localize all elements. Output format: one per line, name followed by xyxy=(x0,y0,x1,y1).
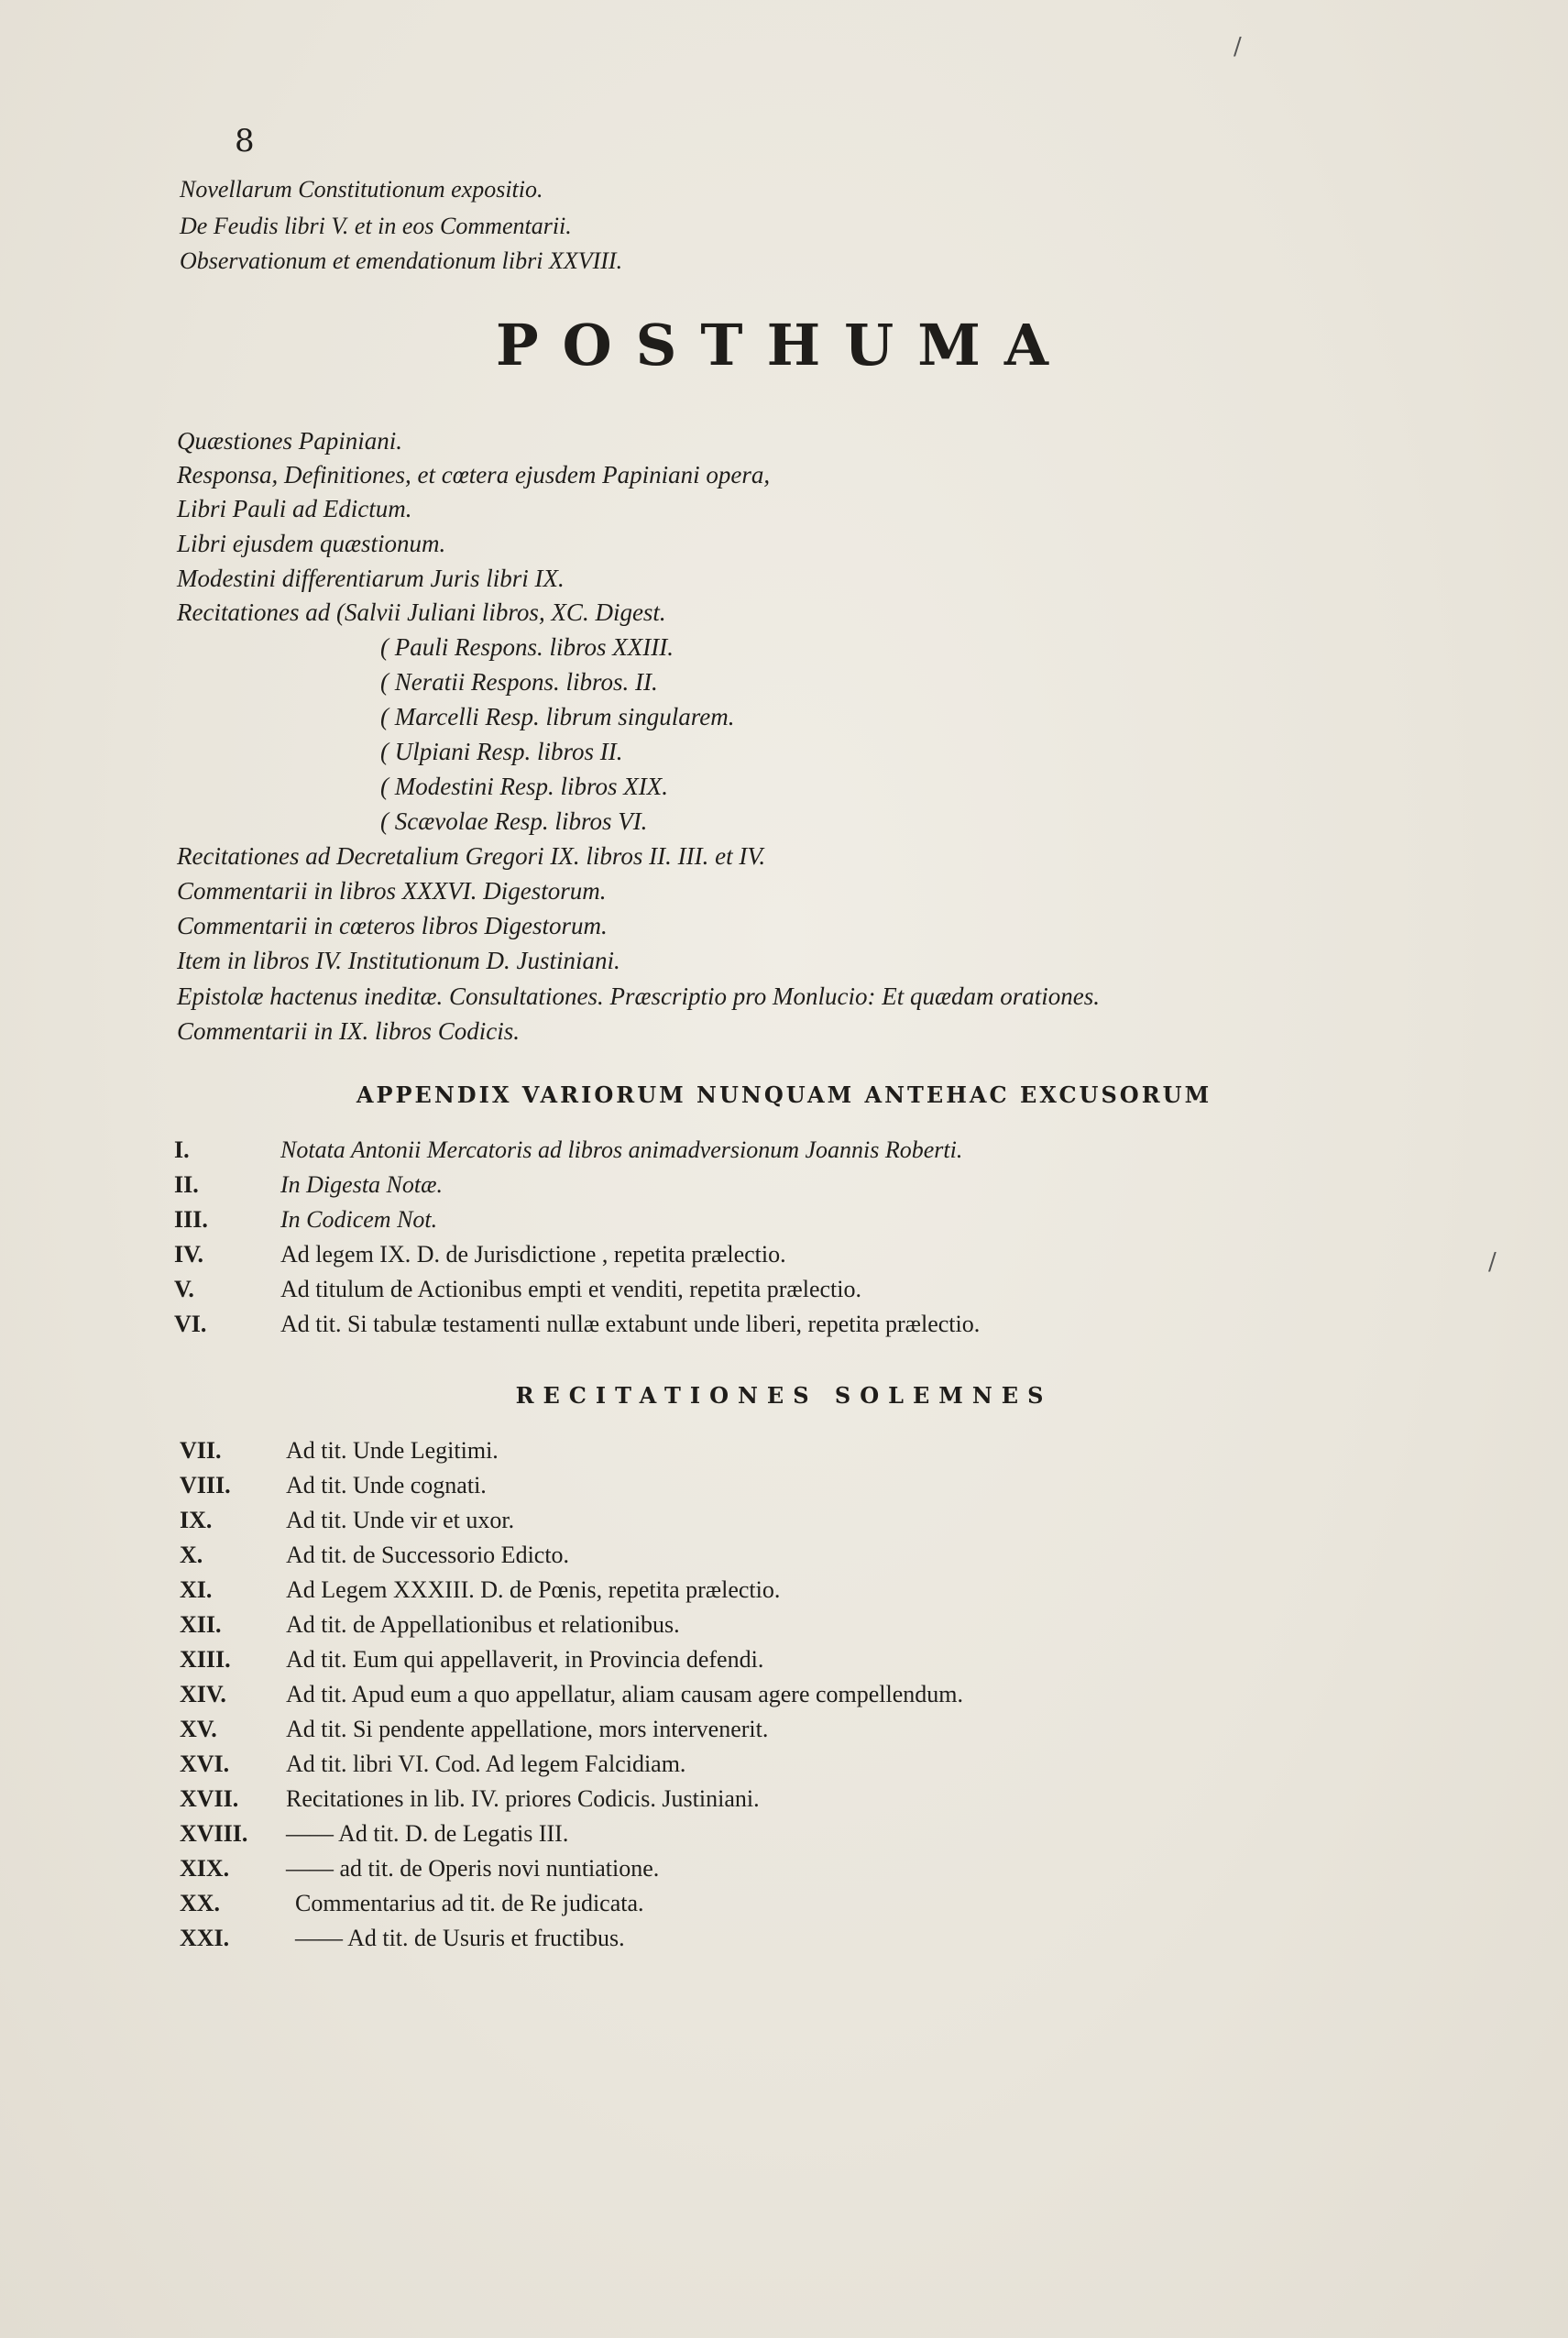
section-title: POSTHUMA xyxy=(496,312,1072,379)
item-text: Ad tit. Unde Legitimi. xyxy=(286,1437,499,1464)
item-text: Ad tit. Eum qui appellaverit, in Provincia defendi. xyxy=(286,1646,764,1673)
pencil-mark: / xyxy=(1488,1248,1497,1276)
list-item: ( Marcelli Resp. librum singularem. xyxy=(380,703,735,730)
list-item: Modestini differentiarum Juris libri IX. xyxy=(177,565,565,592)
item-text: Ad tit. libri VI. Cod. Ad legem Falcidiam. xyxy=(286,1751,686,1777)
item-text: In Codicem Not. xyxy=(280,1206,438,1233)
item-text: Ad tit. Si tabulæ testamenti nullæ extabunt unde liberi, repetita prælectio. xyxy=(280,1311,981,1337)
pencil-mark: / xyxy=(1234,33,1242,60)
item-number: V. xyxy=(174,1276,194,1302)
item-text: Ad titulum de Actionibus empti et venditi, repetita prælectio. xyxy=(280,1276,861,1302)
list-item: ( Modestini Resp. libros XIX. xyxy=(380,773,668,800)
item-text: —— ad tit. de Operis novi nuntiatione. xyxy=(286,1855,660,1882)
top-line: Novellarum Constitutionum expositio. xyxy=(180,176,543,203)
item-number: VI. xyxy=(174,1311,207,1337)
item-text: Ad Legem XXXIII. D. de Pœnis, repetita prælectio. xyxy=(286,1576,781,1603)
recitationes-heading: RECITATIONES SOLEMNES xyxy=(515,1382,1053,1409)
item-text: Ad tit. de Successorio Edicto. xyxy=(286,1542,570,1568)
item-text: —— Ad tit. D. de Legatis III. xyxy=(286,1820,569,1847)
list-item: ( Pauli Respons. libros XXIII. xyxy=(380,633,674,661)
item-number: IV. xyxy=(174,1241,204,1268)
list-item: Epistolæ hactenus ineditæ. Consultationes. Præscriptio pro Monlucio: Et quædam orationes. xyxy=(177,982,1100,1010)
item-text: —— Ad tit. de Usuris et fructibus. xyxy=(295,1925,625,1951)
item-number: XIII. xyxy=(180,1646,231,1673)
item-text: Ad tit. Unde vir et uxor. xyxy=(286,1507,515,1533)
item-number: XVI. xyxy=(180,1751,230,1777)
list-item: ( Ulpiani Resp. libros II. xyxy=(380,738,623,765)
item-number: X. xyxy=(180,1542,203,1568)
item-number: I. xyxy=(174,1136,190,1163)
list-item: Quæstiones Papiniani. xyxy=(177,427,403,455)
item-number: II. xyxy=(174,1171,199,1198)
item-number: XX. xyxy=(180,1890,221,1916)
top-line: Observationum et emendationum libri XXVIII. xyxy=(180,247,623,274)
list-item: Item in libros IV. Institutionum D. Justiniani. xyxy=(177,947,620,974)
item-text: Ad tit. Apud eum a quo appellatur, aliam causam agere compellendum. xyxy=(286,1681,964,1707)
item-text: Recitationes in lib. IV. priores Codicis. Justiniani. xyxy=(286,1785,760,1812)
list-item: Recitationes ad (Salvii Juliani libros, XC. Digest. xyxy=(177,598,666,626)
top-line: De Feudis libri V. et in eos Commentarii. xyxy=(180,213,572,239)
list-item: Commentarii in libros XXXVI. Digestorum. xyxy=(177,877,607,905)
item-number: XVIII. xyxy=(180,1820,248,1847)
item-number: IX. xyxy=(180,1507,213,1533)
item-number: XIV. xyxy=(180,1681,226,1707)
list-item: Libri ejusdem quæstionum. xyxy=(177,530,446,557)
item-number: VII. xyxy=(180,1437,222,1464)
list-item: Commentarii in cœteros libros Digestorum. xyxy=(177,912,608,939)
item-text: In Digesta Notæ. xyxy=(280,1171,443,1198)
list-item: Recitationes ad Decretalium Gregori IX. libros II. III. et IV. xyxy=(177,842,766,870)
item-text: Ad tit. de Appellationibus et relationibus. xyxy=(286,1611,680,1638)
item-number: XIX. xyxy=(180,1855,230,1882)
item-number: XV. xyxy=(180,1716,217,1742)
item-number: XII. xyxy=(180,1611,222,1638)
item-number: III. xyxy=(174,1206,208,1233)
item-text: Ad tit. Unde cognati. xyxy=(286,1472,487,1498)
item-number: XVII. xyxy=(180,1785,239,1812)
item-number: XXI. xyxy=(180,1925,230,1951)
list-item: Libri Pauli ad Edictum. xyxy=(177,495,412,522)
page-number: 8 xyxy=(235,123,255,159)
list-item: ( Scævolae Resp. libros VI. xyxy=(380,807,648,835)
appendix-heading: APPENDIX VARIORUM NUNQUAM ANTEHAC EXCUSORUM xyxy=(356,1081,1212,1108)
list-item: ( Neratii Respons. libros. II. xyxy=(380,668,658,696)
list-item: Commentarii in IX. libros Codicis. xyxy=(177,1017,521,1045)
item-text: Ad legem IX. D. de Jurisdictione , repetita prælectio. xyxy=(280,1241,786,1268)
item-text: Notata Antonii Mercatoris ad libros animadversionum Joannis Roberti. xyxy=(280,1136,963,1163)
item-text: Ad tit. Si pendente appellatione, mors intervenerit. xyxy=(286,1716,769,1742)
item-number: XI. xyxy=(180,1576,213,1603)
item-number: VIII. xyxy=(180,1472,231,1498)
list-item: Responsa, Definitiones, et cœtera ejusdem Papiniani opera, xyxy=(177,461,771,488)
item-text: Commentarius ad tit. de Re judicata. xyxy=(295,1890,644,1916)
